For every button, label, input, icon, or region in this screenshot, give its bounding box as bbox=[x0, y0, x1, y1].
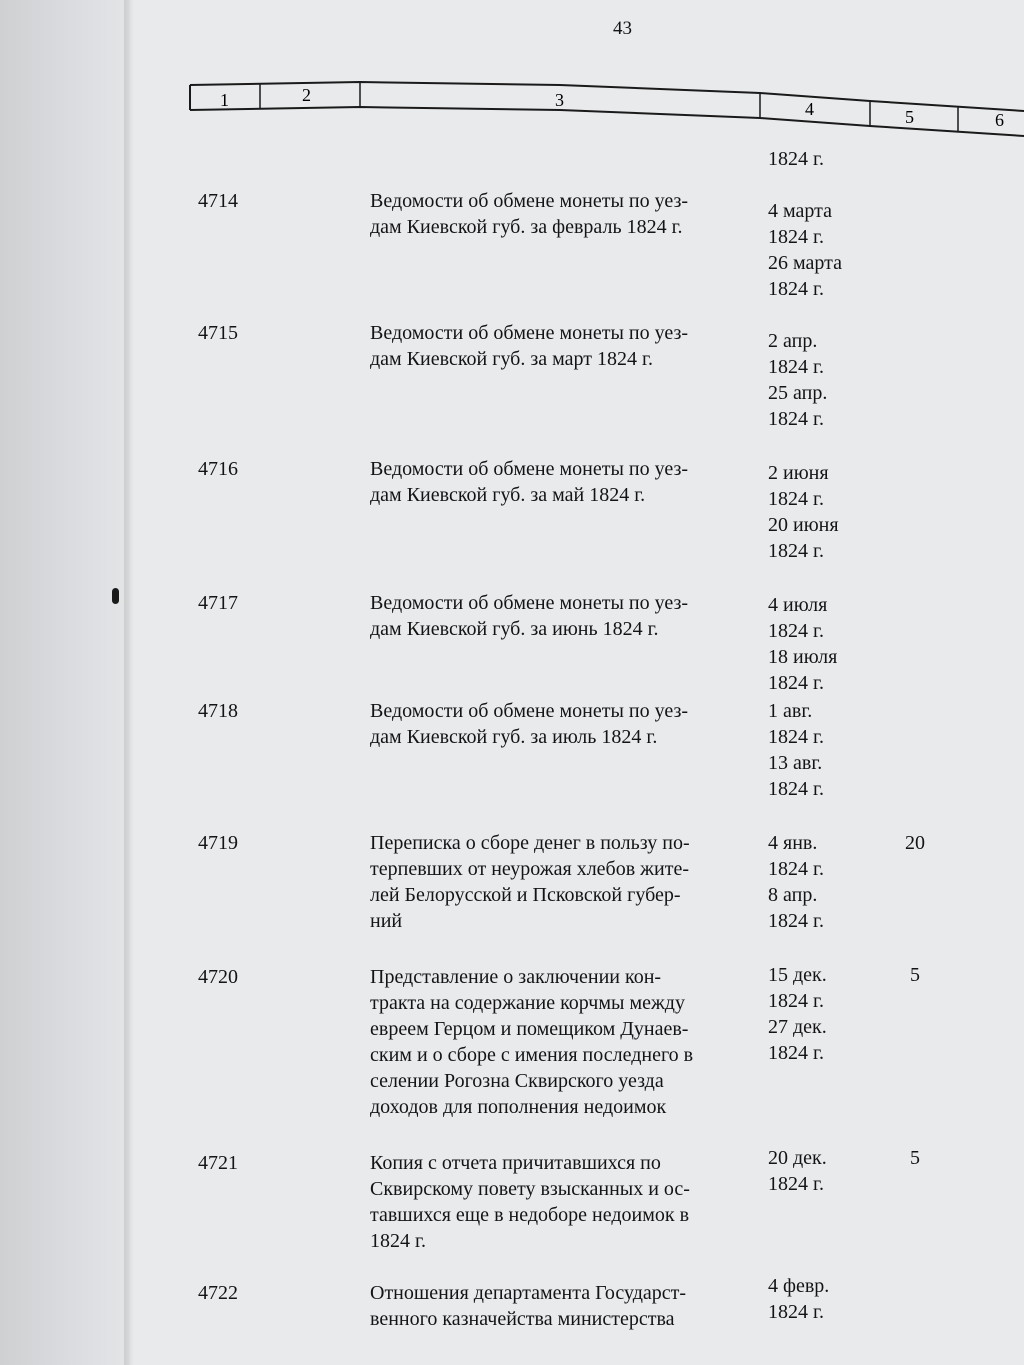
date-line: 25 апр. bbox=[768, 382, 828, 404]
description-line: терпевших от неурожая хлебов жите- bbox=[370, 858, 689, 880]
entry-dates bbox=[768, 962, 878, 1066]
description-line: тракта на содержание корчмы между bbox=[370, 992, 685, 1014]
col-header-4: 4 bbox=[805, 99, 814, 119]
entry-number: 4716 bbox=[198, 458, 238, 480]
entry-number: 4722 bbox=[198, 1282, 238, 1304]
entry-number: 4715 bbox=[198, 322, 238, 344]
description-line: тавшихся еще в недоборе недоимок в bbox=[370, 1204, 690, 1226]
entry-description bbox=[370, 188, 750, 240]
entry-dates bbox=[768, 146, 878, 172]
col-header-6: 6 bbox=[995, 110, 1004, 130]
entry-description bbox=[370, 698, 750, 750]
date-line: 20 дек. bbox=[768, 1147, 827, 1169]
entry-description bbox=[370, 456, 750, 508]
entry-dates bbox=[768, 698, 878, 802]
date-line: 2 июня bbox=[768, 462, 829, 484]
date-line: 1824 г. bbox=[768, 1301, 824, 1323]
date-line: 1824 г. bbox=[768, 672, 824, 694]
page-number: 43 bbox=[613, 18, 632, 39]
description-line: Ведомости об обмене монеты по уез- bbox=[370, 190, 689, 212]
entry-description bbox=[370, 830, 750, 934]
description-line: Ведомости об обмене монеты по уез- bbox=[370, 700, 689, 722]
col-header-5: 5 bbox=[905, 107, 914, 127]
date-line: 27 дек. bbox=[768, 1016, 827, 1038]
description-line: евреем Герцом и помещиком Дунаев- bbox=[370, 1018, 689, 1040]
date-line: 4 июля bbox=[768, 594, 828, 616]
entry-description bbox=[370, 320, 750, 372]
entry-number: 4717 bbox=[198, 592, 238, 614]
book-gutter bbox=[124, 0, 134, 1365]
date-line: 2 апр. bbox=[768, 330, 818, 352]
date-line: 1824 г. bbox=[768, 990, 824, 1012]
entry-dates bbox=[768, 328, 878, 432]
date-line: 1824 г. bbox=[768, 488, 824, 510]
entry-number: 4721 bbox=[198, 1152, 238, 1174]
entry-description bbox=[370, 1150, 750, 1254]
date-line: 4 марта bbox=[768, 200, 832, 222]
date-line: 15 дек. bbox=[768, 964, 827, 986]
description-line: Ведомости об обмене монеты по уез- bbox=[370, 592, 689, 614]
entry-number: 4714 bbox=[198, 190, 238, 212]
date-line: 18 июля bbox=[768, 646, 838, 668]
description-line: венного казначейства министерства bbox=[370, 1308, 675, 1330]
date-line: 1824 г. bbox=[768, 356, 824, 378]
entry-dates bbox=[768, 1145, 878, 1197]
description-line: ским и о сборе с имения последнего в bbox=[370, 1044, 694, 1066]
col-header-1: 1 bbox=[220, 90, 229, 110]
date-line: 1824 г. bbox=[768, 148, 824, 170]
entry-description bbox=[370, 590, 750, 642]
entry-sheet-count: 5 bbox=[910, 1147, 920, 1169]
col-header-3: 3 bbox=[555, 90, 564, 110]
description-line: Отношения департамента Государст- bbox=[370, 1282, 687, 1304]
description-line: доходов для пополнения недоимок bbox=[370, 1096, 667, 1118]
entry-number: 4719 bbox=[198, 832, 238, 854]
description-line: Представление о заключении кон- bbox=[370, 966, 662, 988]
entry-description bbox=[370, 964, 750, 1120]
description-line: Ведомости об обмене монеты по уез- bbox=[370, 458, 689, 480]
col-header-2: 2 bbox=[302, 85, 311, 105]
date-line: 1824 г. bbox=[768, 408, 824, 430]
date-line: 1824 г. bbox=[768, 1173, 824, 1195]
date-line: 1824 г. bbox=[768, 540, 824, 562]
date-line: 4 февр. bbox=[768, 1275, 830, 1297]
date-line: 4 янв. bbox=[768, 832, 818, 854]
description-line: дам Киевской губ. за февраль 1824 г. bbox=[370, 216, 683, 238]
date-line: 1824 г. bbox=[768, 726, 824, 748]
description-line: ний bbox=[370, 910, 403, 932]
entry-sheet-count: 20 bbox=[905, 832, 925, 854]
entry-dates bbox=[768, 460, 878, 564]
description-line: дам Киевской губ. за июль 1824 г. bbox=[370, 726, 658, 748]
entry-number: 4720 bbox=[198, 966, 238, 988]
ink-mark bbox=[112, 588, 119, 604]
date-line: 13 авг. bbox=[768, 752, 823, 774]
entry-dates bbox=[768, 830, 878, 934]
column-header-table bbox=[0, 70, 1024, 140]
date-line: 1 авг. bbox=[768, 700, 813, 722]
description-line: дам Киевской губ. за март 1824 г. bbox=[370, 348, 653, 370]
date-line: 1824 г. bbox=[768, 778, 824, 800]
entry-dates bbox=[768, 1273, 878, 1325]
description-line: Переписка о сборе денег в пользу по- bbox=[370, 832, 690, 854]
description-line: лей Белорусской и Псковской губер- bbox=[370, 884, 681, 906]
entry-number: 4718 bbox=[198, 700, 238, 722]
entry-sheet-count: 5 bbox=[910, 964, 920, 986]
entry-dates bbox=[768, 592, 878, 696]
date-line: 1824 г. bbox=[768, 620, 824, 642]
description-line: дам Киевской губ. за июнь 1824 г. bbox=[370, 618, 659, 640]
date-line: 1824 г. bbox=[768, 278, 824, 300]
date-line: 8 апр. bbox=[768, 884, 818, 906]
date-line: 1824 г. bbox=[768, 910, 824, 932]
facing-page-edge bbox=[0, 0, 130, 1365]
date-line: 1824 г. bbox=[768, 1042, 824, 1064]
entry-description bbox=[370, 1280, 750, 1332]
date-line: 1824 г. bbox=[768, 226, 824, 248]
description-line: Ведомости об обмене монеты по уез- bbox=[370, 322, 689, 344]
description-line: Сквирскому повету взысканных и ос- bbox=[370, 1178, 690, 1200]
date-line: 26 марта bbox=[768, 252, 842, 274]
date-line: 1824 г. bbox=[768, 858, 824, 880]
description-line: дам Киевской губ. за май 1824 г. bbox=[370, 484, 646, 506]
date-line: 20 июня bbox=[768, 514, 839, 536]
entry-dates bbox=[768, 198, 878, 302]
description-line: селении Рогозна Сквирского уезда bbox=[370, 1070, 664, 1092]
description-line: Копия с отчета причитавшихся по bbox=[370, 1152, 661, 1174]
description-line: 1824 г. bbox=[370, 1230, 426, 1252]
